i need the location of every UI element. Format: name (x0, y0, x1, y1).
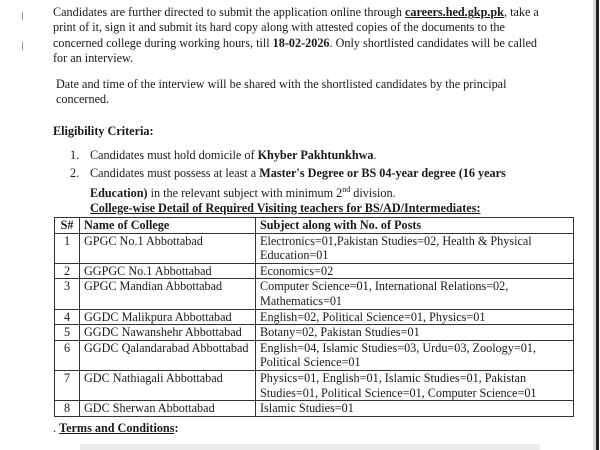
item-number: 2. (70, 166, 80, 181)
terms-prefix: . (53, 421, 60, 435)
instructions-paragraph (53, 5, 543, 67)
cell-sn: 3 (55, 279, 80, 309)
header-college: Name of College (80, 218, 256, 234)
paragraph-text: . Only shortlisted candidates will be called for an interview. (53, 35, 538, 66)
colleges-table (54, 217, 574, 417)
table-row (55, 370, 574, 400)
cell-sn: 5 (55, 325, 80, 341)
cell-subjects: English=02, Political Science=01, Physics=01 (256, 309, 574, 325)
cell-subjects: Islamic Studies=01 (256, 401, 574, 417)
terms-label: Terms and Conditions (59, 421, 175, 435)
cell-college: GDC Nathiagali Abbottabad (80, 370, 256, 400)
margin-mark (22, 42, 23, 50)
eligibility-item (70, 148, 550, 163)
cell-college: GGDC Nawanshehr Abbottabad (80, 325, 256, 341)
cell-sn: 8 (55, 401, 80, 417)
cell-sn: 7 (55, 370, 80, 400)
cell-subjects: Physics=01, English=01, Islamic Studies=01, Pakistan Studies=01, Political Science=01, Computer Science=01 (256, 370, 574, 400)
cell-college: GGDC Malikpura Abbottabad (80, 309, 256, 325)
table-row (55, 279, 574, 309)
cell-subjects: English=04, Islamic Studies=03, Urdu=03, Zoology=01, Political Science=01 (256, 340, 574, 370)
item-bold-text: Master's Degree or BS 04-year degree (16 years Education) (90, 166, 506, 200)
table-title: College-wise Detail of Required Visiting teachers for BS/AD/Intermediates: (90, 201, 481, 215)
cell-college: GPGC No.1 Abbottabad (80, 233, 256, 263)
table-row (55, 263, 574, 279)
cell-sn: 4 (55, 309, 80, 325)
terms-heading (53, 421, 179, 436)
item-text: . (373, 148, 377, 162)
table-header-row (55, 218, 574, 234)
table-row (55, 309, 574, 325)
item-text: division. (350, 185, 396, 200)
cut-off-text-line (80, 444, 540, 450)
cell-sn: 6 (55, 340, 80, 370)
header-subjects: Subject along with No. of Posts (256, 218, 574, 234)
interview-paragraph: Date and time of the interview will be shared with the shortlisted candidates by the principal concerned. (56, 77, 507, 107)
eligibility-list (70, 148, 550, 201)
cell-sn: 2 (55, 263, 80, 279)
table-row (55, 401, 574, 417)
terms-colon: : (174, 421, 179, 435)
superscript: nd (342, 184, 351, 194)
cell-subjects: Electronics=01,Pakistan Studies=02, Health & Physical Education=01 (256, 233, 574, 263)
table-row (55, 325, 574, 341)
paragraph-text: , take a print of it, sign it and submit its hard copy along with attested copies of the documents to the concerned college during working hours, till (53, 5, 539, 50)
item-text: in the relevant subject with minimum 2 (147, 185, 343, 200)
paragraph-text: Candidates are further directed to submit the application online through (53, 5, 405, 19)
item-text: Candidates must possess at least a (90, 166, 260, 181)
item-bold-text: Khyber Pakhtunkhwa (257, 148, 374, 162)
header-sn: S# (55, 218, 80, 234)
cell-subjects: Computer Science=01, International Relations=02, Mathematics=01 (256, 279, 574, 309)
cell-college: GGPGC No.1 Abbottabad (80, 263, 256, 279)
cell-subjects: Botany=02, Pakistan Studies=01 (256, 325, 574, 341)
cell-college: GGDC Qalandarabad Abbottabad (80, 340, 256, 370)
item-number: 1. (70, 148, 80, 162)
careers-link[interactable]: careers.hed.gkp.pk (404, 5, 504, 19)
cell-college: GPGC Mandian Abbottabad (80, 279, 256, 309)
eligibility-item (70, 166, 550, 201)
cell-sn: 1 (55, 233, 80, 263)
table-row (55, 340, 574, 370)
table-row (55, 233, 574, 263)
margin-mark (22, 12, 23, 20)
item-text: Candidates must hold domicile of (90, 148, 258, 162)
cell-subjects: Economics=02 (256, 263, 574, 279)
page-edge (596, 0, 599, 450)
eligibility-heading: Eligibility Criteria: (53, 124, 154, 138)
cell-college: GDC Sherwan Abbottabad (80, 401, 256, 417)
deadline-date: 18-02-2026 (272, 35, 330, 50)
